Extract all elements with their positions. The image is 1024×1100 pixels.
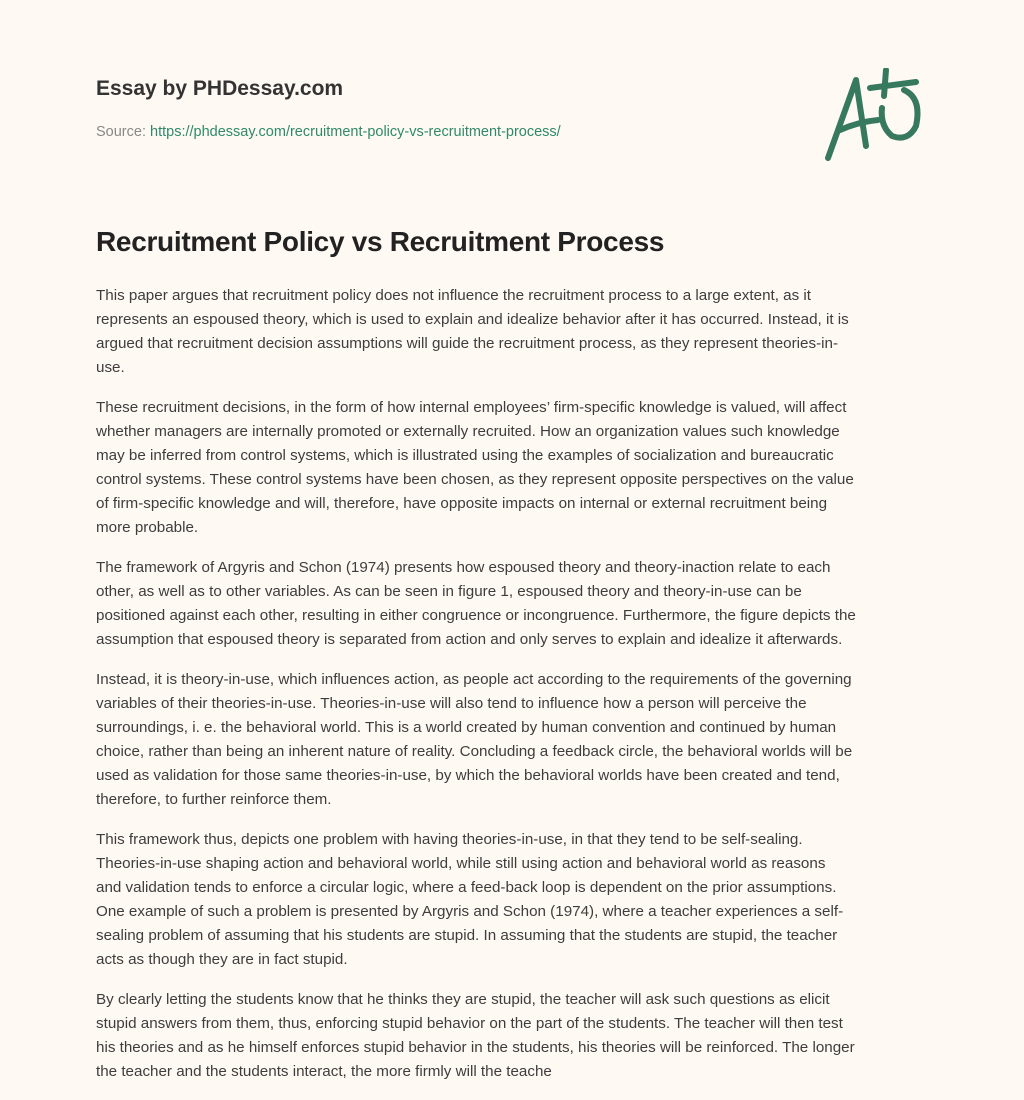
paragraph-line: Theories-in-use shaping action and behavioral world, while still using action and behavioral world as reasons bbox=[96, 855, 826, 872]
essay-paragraph bbox=[96, 284, 946, 380]
paragraph-line: surroundings, i. e. the behavioral world. This is a world created by human convention and continued by human bbox=[96, 719, 837, 736]
essay-paragraph bbox=[96, 556, 946, 652]
essay-paragraph bbox=[96, 396, 946, 540]
essay-title: Recruitment Policy vs Recruitment Process bbox=[96, 226, 665, 257]
essay-paragraph bbox=[96, 988, 946, 1084]
paragraph-line: used as validation for those same theories-in-use, by which the behavioral worlds have been created and tend, bbox=[96, 767, 840, 784]
paragraph-line: By clearly letting the students know that he thinks they are stupid, the teacher will ask such questions as elicit bbox=[96, 991, 830, 1008]
paragraph-line: positioned against each other, resulting in either congruence or incongruence. Furthermore, the figure depicts the bbox=[96, 607, 856, 624]
a-plus-logo-icon bbox=[818, 68, 928, 164]
paragraph-line: Instead, it is theory-in-use, which influences action, as people act according to the requirements of the governing bbox=[96, 671, 852, 688]
paragraph-line: One example of such a problem is presented by Argyris and Schon (1974), where a teacher experiences a self- bbox=[96, 903, 844, 920]
essay-body bbox=[96, 284, 946, 1100]
paragraph-line: the teacher and the students interact, the more firmly will the teache bbox=[96, 1063, 552, 1080]
paragraph-line: sealing problem of assuming that his students are stupid. In assuming that the students are stupid, the teacher bbox=[96, 927, 838, 944]
paragraph-line: This paper argues that recruitment policy does not influence the recruitment process to a large extent, as it bbox=[96, 287, 812, 304]
paragraph-line: of firm-specific knowledge and will, therefore, have opposite impacts on internal or external recruitment being bbox=[96, 495, 828, 512]
paragraph-line: control systems. These control systems have been chosen, as they represent opposite perspectives on the value bbox=[96, 471, 854, 488]
paragraph-line: variables of their theories-in-use. Theories-in-use will also tend to influence how a person will perceive the bbox=[96, 695, 807, 712]
source-link[interactable]: https://phdessay.com/recruitment-policy-vs-recruitment-process/ bbox=[150, 124, 561, 140]
paragraph-line: This framework thus, depicts one problem with having theories-in-use, in that they tend to be self-sealing. bbox=[96, 831, 803, 848]
paragraph-line: The framework of Argyris and Schon (1974) presents how espoused theory and theory-inaction relate to each bbox=[96, 559, 831, 576]
essay-paragraph bbox=[96, 668, 946, 812]
paragraph-line: use. bbox=[96, 359, 125, 376]
site-brand: Essay by PHDessay.com bbox=[96, 77, 344, 100]
paragraph-line: acts as though they are in fact stupid. bbox=[96, 951, 348, 968]
paragraph-line: represents an espoused theory, which is used to explain and idealize behavior after it has occurred. Instead, it is bbox=[96, 311, 849, 328]
paragraph-line: and validation tends to enforce a circular logic, where a feed-back loop is dependent on the prior assumptions. bbox=[96, 879, 837, 896]
paragraph-line: assumption that espoused theory is separated from action and only serves to explain and idealize it afterwards. bbox=[96, 631, 843, 648]
paragraph-line: more probable. bbox=[96, 519, 199, 536]
paragraph-line: whether managers are internally promoted or externally recruited. How an organization values such knowledge bbox=[96, 423, 840, 440]
essay-paragraph bbox=[96, 828, 946, 972]
paragraph-line: his theories and as he himself enforces stupid behavior in the students, his theories will be reinforced. The longer bbox=[96, 1039, 855, 1056]
paragraph-line: therefore, to further reinforce them. bbox=[96, 791, 332, 808]
paragraph-line: These recruitment decisions, in the form of how internal employees’ firm-specific knowledge is valued, will affect bbox=[96, 399, 847, 416]
source-label: Source: bbox=[96, 124, 146, 140]
paragraph-line: other, as well as to other variables. As can be seen in figure 1, espoused theory and theory-in-use can be bbox=[96, 583, 802, 600]
paragraph-line: argued that recruitment decision assumptions will guide the recruitment process, as they represent theories-in- bbox=[96, 335, 839, 352]
source-line bbox=[96, 124, 561, 140]
paragraph-line: choice, rather than being an inherent nature of reality. Concluding a feedback circle, the behavioral worlds will be bbox=[96, 743, 853, 760]
paragraph-line: may be inferred from control systems, which is illustrated using the examples of socialization and bureaucratic bbox=[96, 447, 834, 464]
paragraph-line: stupid answers from them, thus, enforcing stupid behavior on the part of the students. The teacher will then test bbox=[96, 1015, 843, 1032]
